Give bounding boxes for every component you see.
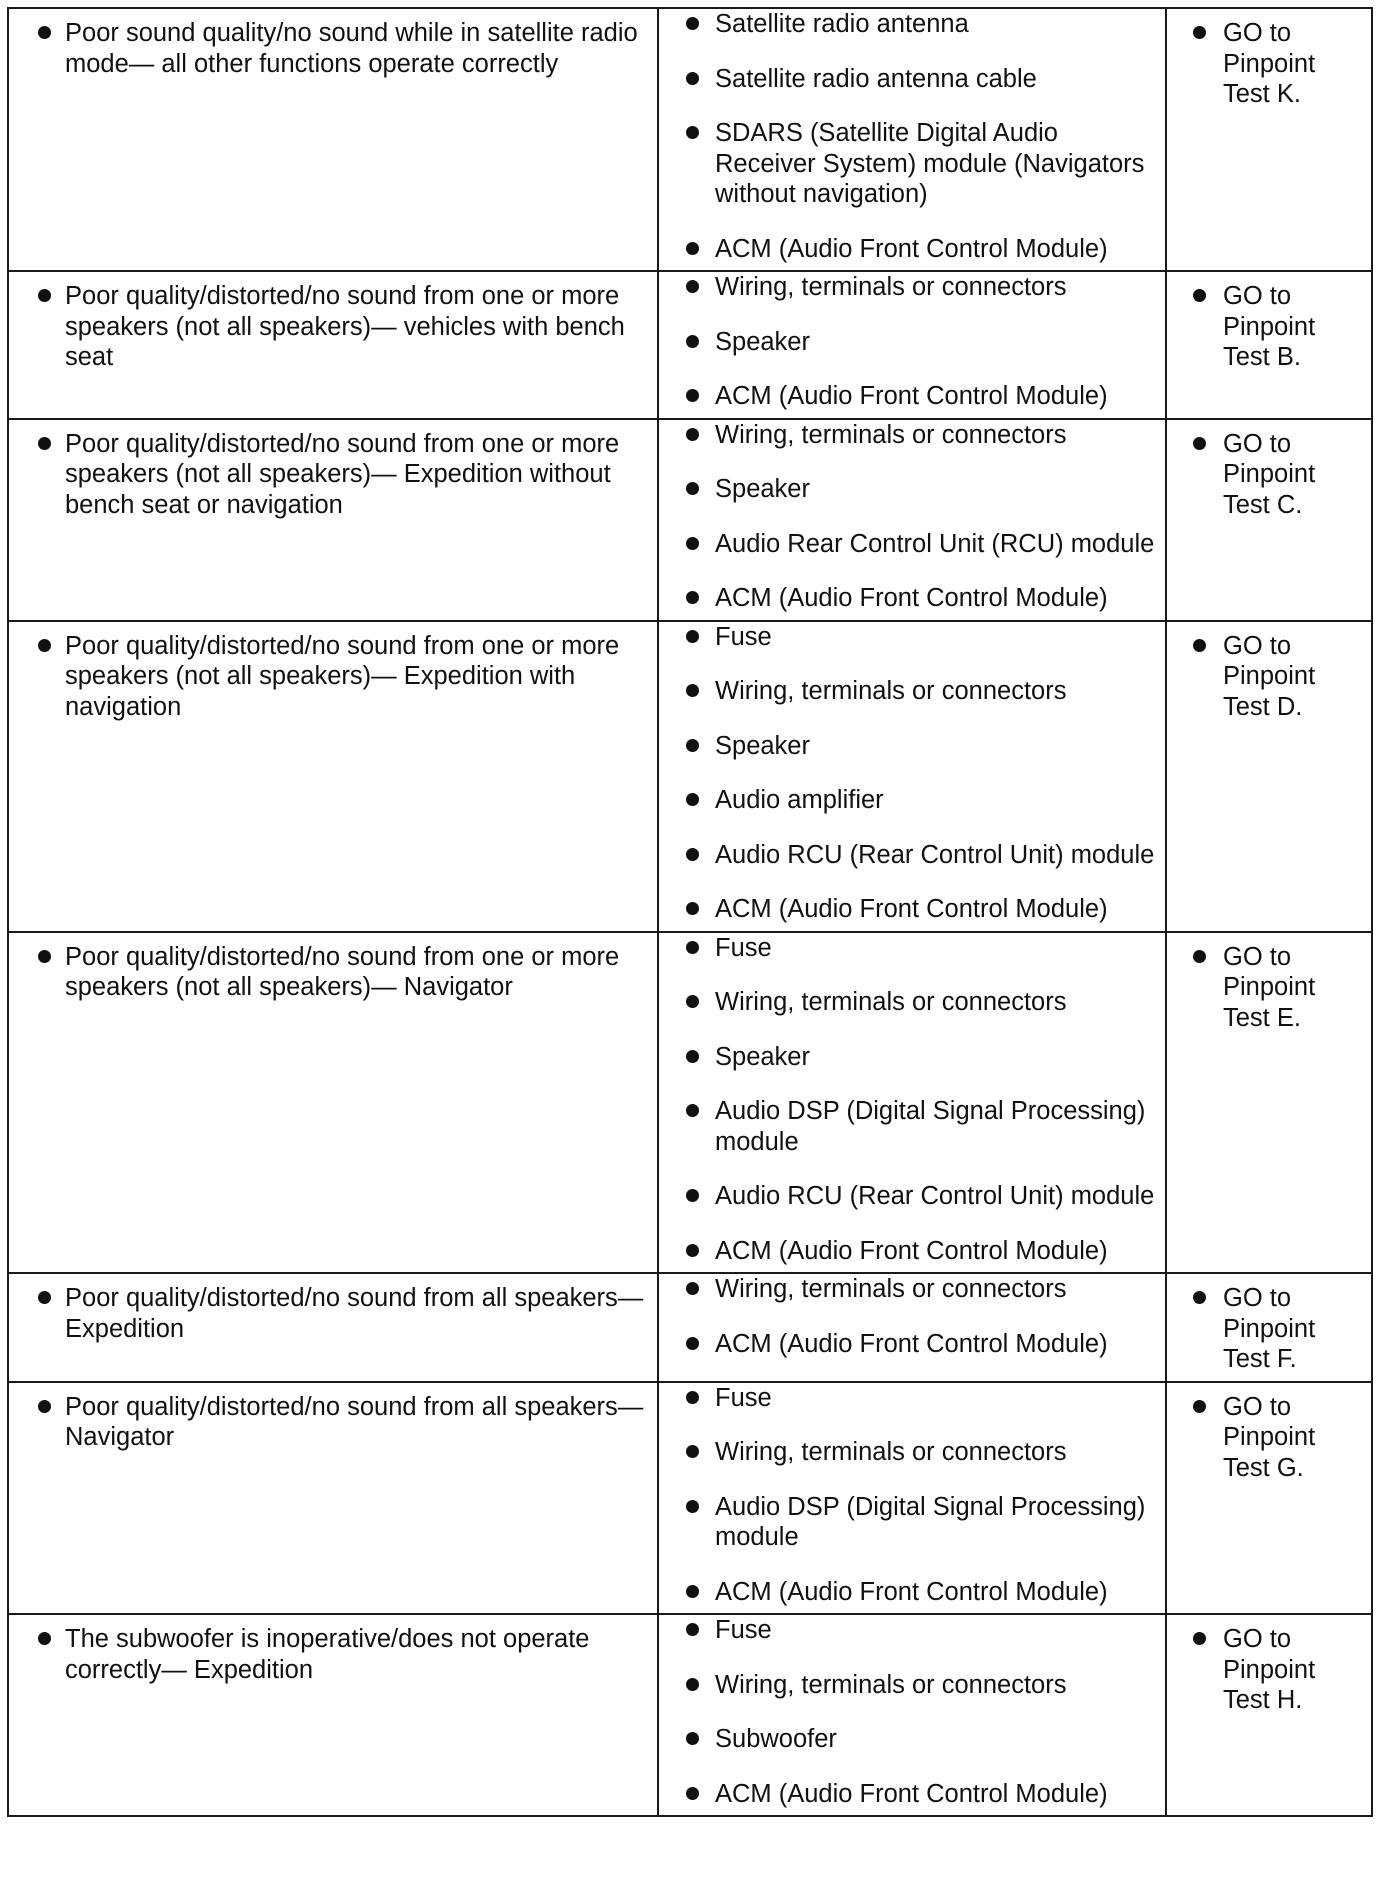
possible-source-item — [665, 64, 1159, 95]
bullet-icon — [1193, 1400, 1206, 1413]
possible-source-item — [665, 1724, 1159, 1755]
bullet-icon — [686, 1050, 699, 1063]
bullet-icon — [686, 1787, 699, 1800]
bullet-icon — [686, 591, 699, 604]
symptom-cell — [8, 419, 658, 621]
bullet-icon — [686, 242, 699, 255]
symptom-chart-table — [7, 7, 1373, 1817]
possible-source-cell — [658, 621, 1166, 932]
possible-source-list — [659, 1615, 1165, 1815]
possible-source-text: Audio RCU (Rear Control Unit) module — [715, 840, 1155, 869]
possible-source-text: Wiring, terminals or connectors — [715, 1670, 1067, 1699]
possible-source-text: ACM (Audio Front Control Module) — [715, 1329, 1108, 1358]
possible-source-cell — [658, 1382, 1166, 1615]
symptom-text: Poor quality/distorted/no sound from one or more speakers (not all speakers)— Navigator — [65, 942, 620, 1001]
bullet-icon — [1193, 437, 1206, 450]
possible-source-text: Wiring, terminals or connectors — [715, 677, 1067, 705]
action-cell — [1166, 8, 1372, 271]
possible-source-text: Audio RCU (Rear Control Unit) module — [715, 1182, 1155, 1210]
bullet-icon — [686, 1391, 699, 1404]
bullet-icon — [686, 739, 699, 752]
possible-source-text: ACM (Audio Front Control Module) — [715, 584, 1108, 612]
possible-source-cell — [658, 8, 1166, 271]
bullet-icon — [38, 639, 51, 652]
possible-source-item — [665, 622, 1159, 653]
possible-source-text: Fuse — [715, 933, 772, 962]
bullet-icon — [38, 1291, 51, 1304]
action-cell — [1166, 271, 1372, 419]
possible-source-text: Speaker — [715, 1042, 810, 1071]
symptom-cell — [8, 932, 658, 1274]
possible-source-text: ACM (Audio Front Control Module) — [715, 382, 1108, 410]
action-item — [1173, 1283, 1365, 1375]
symptom-text: The subwoofer is inoperative/does not operate correctly— Expedition — [65, 1625, 590, 1684]
bullet-icon — [686, 1244, 699, 1257]
possible-source-item — [665, 1437, 1159, 1468]
symptom-item — [15, 631, 651, 723]
symptom-item — [15, 429, 651, 521]
bullet-icon — [38, 289, 51, 302]
bullet-icon — [686, 126, 699, 139]
symptom-item — [15, 1283, 651, 1344]
symptom-item — [15, 281, 651, 373]
symptom-text: Poor quality/distorted/no sound from one or more speakers (not all speakers)— Expedition without bench seat or navigation — [65, 429, 620, 519]
possible-source-item — [665, 1779, 1159, 1810]
bullet-icon — [686, 793, 699, 806]
bullet-icon — [686, 1189, 699, 1202]
bullet-icon — [686, 1445, 699, 1458]
possible-source-item — [665, 1181, 1159, 1212]
possible-source-item — [665, 987, 1159, 1018]
symptom-cell — [8, 1614, 658, 1816]
possible-source-text: ACM (Audio Front Control Module) — [715, 1577, 1108, 1606]
possible-source-list — [659, 420, 1165, 620]
table-row — [8, 271, 1372, 419]
possible-source-item — [665, 118, 1159, 210]
bullet-icon — [38, 1632, 51, 1645]
bullet-icon — [686, 941, 699, 954]
possible-source-item — [665, 1492, 1159, 1553]
bullet-icon — [686, 684, 699, 697]
action-item — [1173, 942, 1365, 1034]
possible-source-item — [665, 785, 1159, 816]
possible-source-list — [659, 9, 1165, 270]
bullet-icon — [686, 1585, 699, 1598]
bullet-icon — [686, 630, 699, 643]
possible-source-item — [665, 676, 1159, 707]
possible-source-item — [665, 529, 1159, 560]
bullet-icon — [1193, 950, 1206, 963]
bullet-icon — [686, 72, 699, 85]
action-item — [1173, 1392, 1365, 1484]
action-text: GO to Pinpoint Test E. — [1223, 942, 1316, 1032]
bullet-icon — [686, 280, 699, 293]
action-text: GO to Pinpoint Test D. — [1223, 631, 1316, 721]
bullet-icon — [686, 482, 699, 495]
table-row — [8, 1614, 1372, 1816]
possible-source-text: Wiring, terminals or connectors — [715, 1438, 1067, 1466]
symptom-cell — [8, 8, 658, 271]
possible-source-item — [665, 1096, 1159, 1157]
symptom-text: Poor quality/distorted/no sound from one or more speakers (not all speakers)— vehicles with bench seat — [65, 282, 625, 371]
symptom-cell — [8, 621, 658, 932]
possible-source-item — [665, 1577, 1159, 1608]
possible-source-cell — [658, 419, 1166, 621]
possible-source-list — [659, 272, 1165, 418]
action-text: GO to Pinpoint Test C. — [1223, 429, 1316, 519]
possible-source-text: Fuse — [715, 622, 772, 651]
possible-source-text: Speaker — [715, 327, 810, 356]
bullet-icon — [686, 17, 699, 30]
symptom-text: Poor quality/distorted/no sound from one or more speakers (not all speakers)— Expedition with navigation — [65, 631, 620, 721]
possible-source-text: ACM (Audio Front Control Module) — [715, 234, 1108, 263]
possible-source-cell — [658, 932, 1166, 1274]
bullet-icon — [686, 1678, 699, 1691]
bullet-icon — [686, 1500, 699, 1513]
possible-source-item — [665, 1329, 1159, 1360]
bullet-icon — [686, 1104, 699, 1117]
action-item — [1173, 631, 1365, 723]
bullet-icon — [686, 1337, 699, 1350]
possible-source-text: Audio DSP (Digital Signal Processing) module — [715, 1492, 1146, 1551]
bullet-icon — [686, 1282, 699, 1295]
possible-source-item — [665, 381, 1159, 412]
possible-source-list — [659, 933, 1165, 1273]
action-text: GO to Pinpoint Test H. — [1223, 1625, 1316, 1714]
possible-source-text: Satellite radio antenna cable — [715, 64, 1037, 93]
possible-source-item — [665, 933, 1159, 964]
symptom-item — [15, 942, 651, 1003]
table-row — [8, 1273, 1372, 1382]
possible-source-text: Wiring, terminals or connectors — [715, 420, 1067, 449]
possible-source-item — [665, 272, 1159, 303]
bullet-icon — [38, 437, 51, 450]
possible-source-item — [665, 9, 1159, 40]
possible-source-text: Fuse — [715, 1616, 772, 1644]
action-cell — [1166, 419, 1372, 621]
possible-source-cell — [658, 1273, 1166, 1382]
bullet-icon — [686, 902, 699, 915]
bullet-icon — [38, 26, 51, 39]
bullet-icon — [1193, 1632, 1206, 1645]
symptom-item — [15, 18, 651, 79]
bullet-icon — [38, 1400, 51, 1413]
bullet-icon — [686, 335, 699, 348]
possible-source-list — [659, 1383, 1165, 1614]
table-row — [8, 1382, 1372, 1615]
bullet-icon — [1193, 289, 1206, 302]
possible-source-item — [665, 1383, 1159, 1414]
symptom-cell — [8, 1273, 658, 1382]
possible-source-item — [665, 1042, 1159, 1073]
symptom-item — [15, 1624, 651, 1685]
table-row — [8, 932, 1372, 1274]
action-text: GO to Pinpoint Test K. — [1223, 19, 1316, 108]
possible-source-item — [665, 1615, 1159, 1646]
bullet-icon — [1193, 1291, 1206, 1304]
possible-source-text: ACM (Audio Front Control Module) — [715, 1236, 1108, 1265]
possible-source-item — [665, 731, 1159, 762]
possible-source-text: Fuse — [715, 1383, 772, 1412]
possible-source-item — [665, 894, 1159, 925]
action-cell — [1166, 932, 1372, 1274]
possible-source-item — [665, 1274, 1159, 1305]
possible-source-item — [665, 1670, 1159, 1701]
action-cell — [1166, 1273, 1372, 1382]
possible-source-text: ACM (Audio Front Control Module) — [715, 895, 1108, 923]
action-cell — [1166, 1614, 1372, 1816]
bullet-icon — [1193, 26, 1206, 39]
bullet-icon — [686, 995, 699, 1008]
bullet-icon — [686, 537, 699, 550]
possible-source-text: Audio DSP (Digital Signal Processing) module — [715, 1097, 1146, 1156]
action-text: GO to Pinpoint Test G. — [1223, 1392, 1316, 1482]
symptom-item — [15, 1392, 651, 1453]
table-row — [8, 419, 1372, 621]
possible-source-list — [659, 622, 1165, 931]
possible-source-text: Audio amplifier — [715, 786, 884, 814]
possible-source-text: Subwoofer — [715, 1725, 837, 1753]
symptom-text: Poor sound quality/no sound while in satellite radio mode— all other functions operate correctly — [65, 19, 638, 78]
possible-source-text: Speaker — [715, 475, 810, 503]
bullet-icon — [1193, 639, 1206, 652]
possible-source-cell — [658, 271, 1166, 419]
possible-source-item — [665, 420, 1159, 451]
possible-source-cell — [658, 1614, 1166, 1816]
symptom-text: Poor quality/distorted/no sound from all speakers— Expedition — [65, 1284, 644, 1343]
symptom-cell — [8, 271, 658, 419]
bullet-icon — [686, 1732, 699, 1745]
possible-source-item — [665, 474, 1159, 505]
possible-source-item — [665, 840, 1159, 871]
action-item — [1173, 429, 1365, 521]
bullet-icon — [686, 428, 699, 441]
possible-source-item — [665, 1236, 1159, 1267]
table-row — [8, 621, 1372, 932]
symptom-text: Poor quality/distorted/no sound from all speakers— Navigator — [65, 1392, 644, 1451]
action-cell — [1166, 621, 1372, 932]
possible-source-item — [665, 234, 1159, 265]
action-cell — [1166, 1382, 1372, 1615]
bullet-icon — [686, 848, 699, 861]
possible-source-text: Wiring, terminals or connectors — [715, 273, 1067, 301]
table-row — [8, 8, 1372, 271]
possible-source-text: Speaker — [715, 731, 810, 760]
action-text: GO to Pinpoint Test F. — [1223, 1284, 1316, 1373]
action-item — [1173, 18, 1365, 110]
action-text: GO to Pinpoint Test B. — [1223, 282, 1316, 371]
possible-source-list — [659, 1274, 1165, 1365]
possible-source-text: Wiring, terminals or connectors — [715, 988, 1067, 1016]
possible-source-text: ACM (Audio Front Control Module) — [715, 1779, 1108, 1808]
symptom-cell — [8, 1382, 658, 1615]
action-item — [1173, 281, 1365, 373]
possible-source-text: Satellite radio antenna — [715, 10, 969, 38]
possible-source-text: SDARS (Satellite Digital Audio Receiver System) module (Navigators without navigation) — [715, 119, 1145, 208]
table-body — [8, 8, 1372, 1816]
action-item — [1173, 1624, 1365, 1716]
bullet-icon — [686, 1623, 699, 1636]
possible-source-item — [665, 327, 1159, 358]
possible-source-text: Audio Rear Control Unit (RCU) module — [715, 529, 1155, 558]
possible-source-item — [665, 583, 1159, 614]
possible-source-text: Wiring, terminals or connectors — [715, 1275, 1067, 1303]
bullet-icon — [686, 389, 699, 402]
bullet-icon — [38, 950, 51, 963]
